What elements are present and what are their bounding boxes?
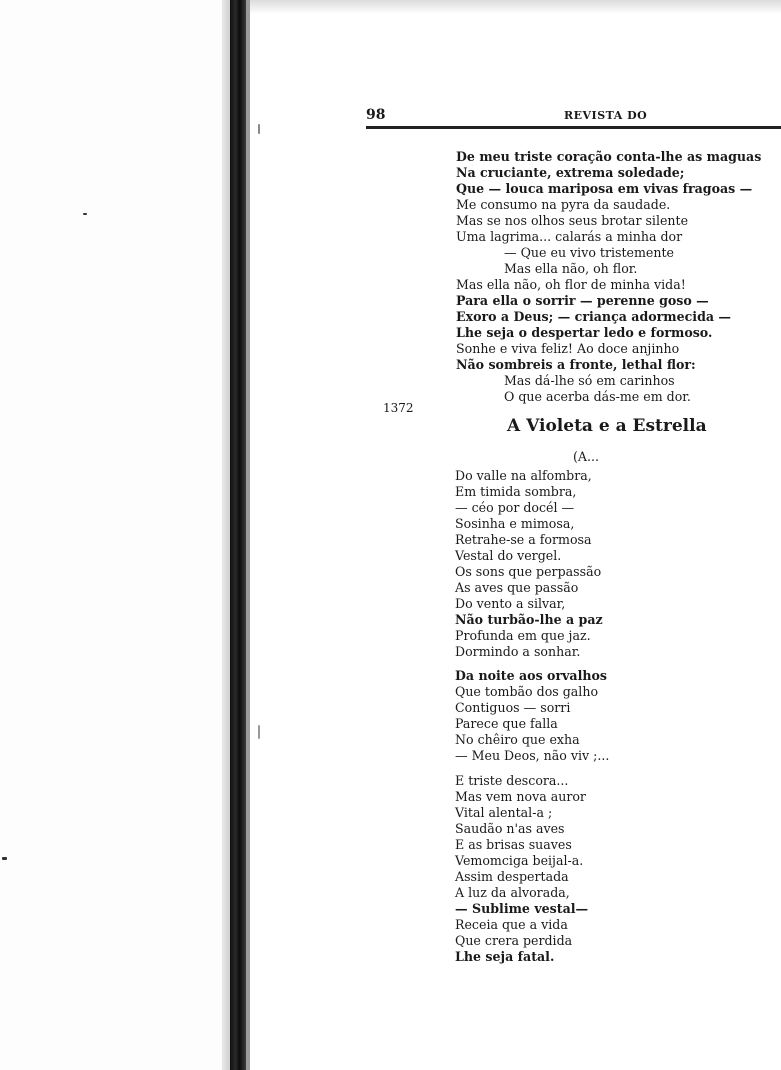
poem-line: Lhe seja fatal. — [455, 949, 555, 964]
poem-line: Que — louca mariposa em vivas fragoas — — [456, 181, 753, 196]
poem-line: A luz da alvorada, — [455, 885, 570, 900]
poem-title: A Violeta e a Estrella — [507, 416, 707, 436]
gutter-shadow — [222, 0, 230, 1070]
poem-line: Vital alental-a ; — [455, 805, 553, 820]
poem-line: E as brisas suaves — [455, 837, 572, 852]
poem-line: Parece que falla — [455, 716, 558, 731]
poem-line: No chêiro que exha — [455, 732, 580, 747]
poem-line: Mas se nos olhos seus brotar silente — [456, 213, 689, 228]
poem-line: — Meu Deos, não viv ;... — [455, 748, 610, 763]
header-rule — [366, 126, 781, 129]
poem-line: — céo por docél — — [455, 500, 575, 515]
poem-line: Mas ella não, oh flor. — [504, 261, 638, 276]
poem-line: Retrahe-se a formosa — [455, 532, 592, 547]
poem-line: Do valle na alfombra, — [455, 468, 592, 483]
poem-line: — Que eu vivo tristemente — [504, 245, 675, 260]
ink-speck — [83, 213, 87, 215]
poem-line: Vestal do vergel. — [455, 548, 562, 563]
poem-line: Dormindo a sonhar. — [455, 644, 581, 659]
facing-page-margin — [0, 0, 228, 1070]
first-poem — [456, 149, 761, 405]
poem-line: As aves que passão — [455, 580, 579, 595]
stanza-2 — [455, 668, 609, 764]
margin-note: 1372 — [383, 401, 414, 415]
poem-dedication: (A... — [573, 449, 600, 464]
ink-speck — [258, 124, 260, 134]
poem-line: Na cruciante, extrema soledade; — [456, 165, 685, 180]
poem-line: De meu triste coração conta-lhe as maguas — [456, 149, 762, 164]
spine-edge — [246, 0, 250, 1070]
poem-line: Não sombreis a fronte, lethal flor: — [456, 357, 696, 372]
poem-line: Não turbão-lhe a paz — [455, 612, 603, 627]
running-title: REVISTA DO — [564, 109, 648, 122]
stanza-3 — [455, 773, 588, 965]
poem-line: Vemomciga beijal-a. — [455, 853, 584, 868]
stanza-1 — [455, 468, 603, 660]
poem-line: Da noite aos orvalhos — [455, 668, 607, 683]
book-spine — [230, 0, 246, 1070]
poem-line: Receia que a vida — [455, 917, 568, 932]
poem-line: Lhe seja o despertar ledo e formoso. — [456, 325, 713, 340]
poem-line: Em timida sombra, — [455, 484, 577, 499]
poem-line: E triste descora... — [455, 773, 569, 788]
poem-line: Sonhe e viva feliz! Ao doce anjinho — [456, 341, 680, 356]
poem-line: Uma lagrima... calarás a minha dor — [456, 229, 683, 244]
poem-line: Que crera perdida — [455, 933, 573, 948]
poem-line: Mas dá-lhe só em carinhos — [504, 373, 675, 388]
poem-line: Mas vem nova auror — [455, 789, 586, 804]
poem-line: Do vento a silvar, — [455, 596, 566, 611]
poem-line: Profunda em que jaz. — [455, 628, 591, 643]
poem-line: — Sublime vestal— — [455, 901, 589, 916]
poem-line: Para ella o sorrir — perenne goso — — [456, 293, 709, 308]
poem-line: Mas ella não, oh flor de minha vida! — [456, 277, 686, 292]
poem-line: Exoro a Deus; — criança adormecida — — [456, 309, 732, 324]
poem-line: Saudão n'as aves — [455, 821, 565, 836]
poem-line: Assim despertada — [455, 869, 569, 884]
poem-line: Contiguos — sorri — [455, 700, 571, 715]
ink-speck — [258, 725, 260, 739]
poem-line: Sosinha e mimosa, — [455, 516, 575, 531]
ink-speck — [2, 857, 7, 860]
poem-line: Me consumo na pyra da saudade. — [456, 197, 671, 212]
poem-line: O que acerba dás-me em dor. — [504, 389, 691, 404]
page-number: 98 — [366, 107, 386, 123]
poem-line: Os sons que perpassão — [455, 564, 602, 579]
poem-line: Que tombão dos galho — [455, 684, 599, 699]
